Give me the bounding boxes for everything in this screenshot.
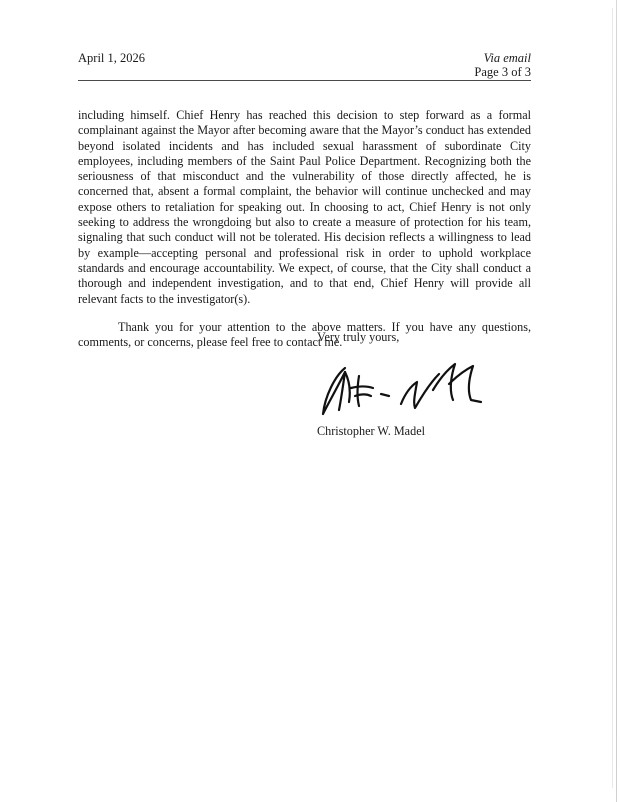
delivery-method: Via email [483, 51, 531, 65]
signer-name: Christopher W. Madel [317, 424, 425, 438]
signature-block [317, 330, 517, 438]
body-paragraph: including himself. Chief Henry has reached this decision to step forward as a formal complainant against the Mayor after becoming aware that the Mayor’s conduct has extended beyond isolated incidents and has included sexual harassment of subordinate City employees, including members of the Saint Paul Police Department. Recognizing both the seriousness of that misconduct and the vulnerability of those directly affected, he is concerned that, absent a formal complaint, the behavior will continue unchecked and may expose others to retaliation for speaking out. In choosing to act, Chief Henry is not only seeking to address the wrongdoing but also to create a measure of protection for his team, signaling that such conduct will not be tolerated. His decision reflects a willingness to lead by example—accepting personal and professional risk in order to uphold workplace standards and encourage accountability. We expect, of course, that the City shall conduct a thorough and independent investigation, and to that end, Chief Henry will provide all relevant facts to the investigator(s). [78, 108, 531, 306]
page-edge-line [612, 8, 613, 788]
header-rule [78, 80, 531, 81]
page-edge-shadow [616, 0, 617, 802]
letter-body [78, 108, 531, 350]
letter-date: April 1, 2026 [78, 51, 146, 65]
handwritten-signature-icon [315, 350, 485, 420]
valediction: Very truly yours, [317, 330, 400, 344]
closing-paragraph: Thank you for your attention to the above matters. If you have any questions, comments, or concerns, please feel free to contact me. [78, 319, 531, 350]
page-number: Page 3 of 3 [474, 65, 531, 79]
header-right-block [474, 51, 531, 79]
